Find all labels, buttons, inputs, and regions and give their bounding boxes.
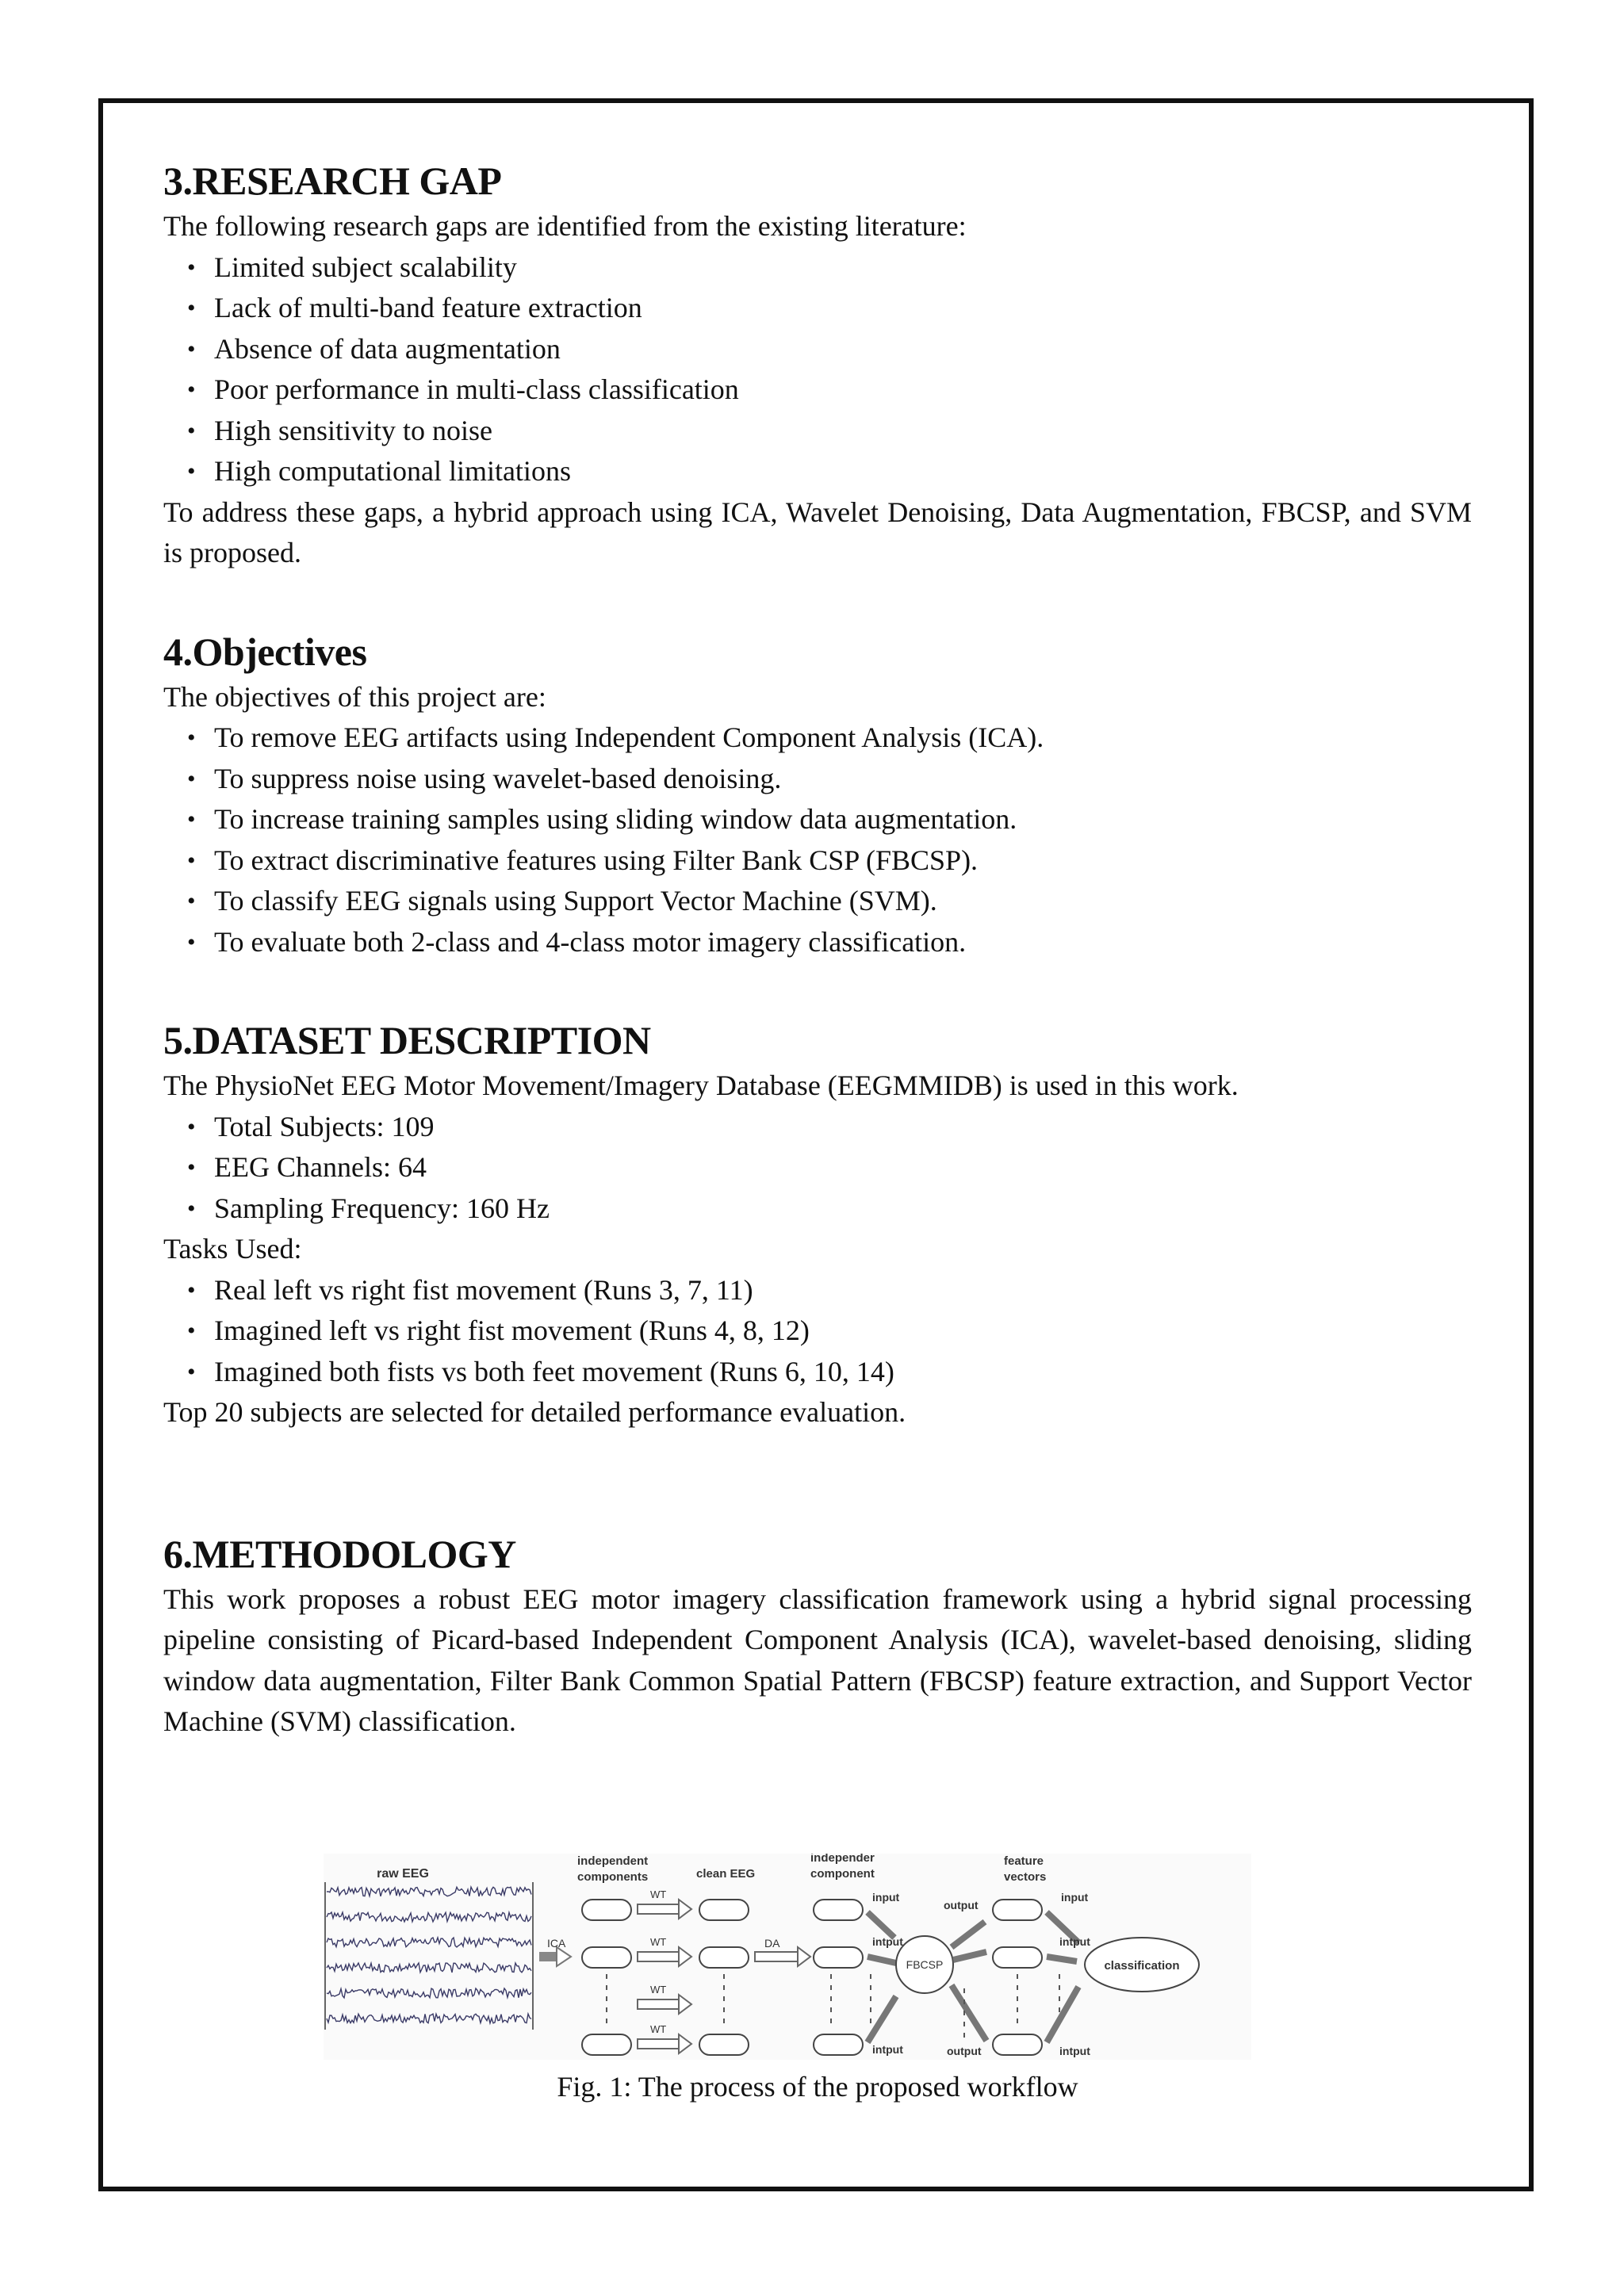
classification-label: classification	[1104, 1959, 1180, 1973]
wt-label: WT	[650, 2023, 667, 2035]
methodology-text: This work proposes a robust EEG motor imagery classification framework using a hybrid signal processing pipeline consisting of Picard-based Independent Component Analysis (ICA), wavelet-based denoising, sliding window data augmentation, Filter Bank Common Spatial Pattern (FBCSP) feature extraction, and Support Vector Machine (SVM) classification.	[163, 1582, 1472, 1737]
fbcsp-label: FBCSP	[906, 1958, 944, 1971]
bullet-icon: •	[187, 765, 196, 792]
list-item: • Lack of multi-band feature extraction	[163, 288, 1472, 329]
list-item: • To remove EEG artifacts using Independent Component Analysis (ICA).	[163, 718, 1472, 759]
bullet-icon: •	[187, 377, 196, 403]
objectives-list	[163, 718, 1472, 962]
dataset-closing: Top 20 subjects are selected for detailed performance evaluation.	[163, 1396, 906, 1428]
bullet-icon: •	[187, 1154, 196, 1181]
bullet-icon: •	[187, 295, 196, 321]
list-item: • High sensitivity to noise	[163, 411, 1472, 452]
wt-label: WT	[650, 1888, 667, 1900]
output-label: output	[947, 2045, 982, 2057]
intput-label: intput	[1059, 2045, 1090, 2057]
list-item: • Total Subjects: 109	[163, 1107, 1472, 1148]
intput-label: intput	[1059, 1935, 1090, 1948]
bullet-icon: •	[187, 725, 196, 751]
input-label: input	[872, 1891, 900, 1904]
clean-node	[699, 1947, 749, 1968]
research-gap-intro: The following research gaps are identified from the existing literature:	[163, 210, 967, 242]
wt-label: WT	[650, 1936, 667, 1948]
bullet-icon: •	[187, 1358, 196, 1385]
bullet-icon: •	[187, 847, 196, 874]
bullet-icon: •	[187, 1113, 196, 1140]
component-node	[814, 2034, 863, 2055]
feature-node	[993, 1900, 1042, 1920]
bullet-icon: •	[187, 254, 196, 281]
component-node	[582, 1900, 631, 1920]
raw-eeg-label: raw EEG	[377, 1867, 429, 1881]
list-item: • To increase training samples using sliding window data augmentation.	[163, 799, 1472, 840]
wt-label: WT	[650, 1984, 667, 1996]
da-label: DA	[764, 1937, 780, 1950]
dataset-intro: The PhysioNet EEG Motor Movement/Imagery Database (EEGMMIDB) is used in this work.	[163, 1070, 1239, 1101]
list-item: • High computational limitations	[163, 451, 1472, 492]
bullet-icon: •	[187, 417, 196, 444]
bullet-icon: •	[187, 458, 196, 484]
list-item: • Limited subject scalability	[163, 247, 1472, 289]
research-gap-list	[163, 247, 1472, 492]
dataset-list	[163, 1107, 1472, 1230]
list-item: • To evaluate both 2-class and 4-class motor imagery classification.	[163, 922, 1472, 963]
methodology-heading: 6.METHODOLOGY	[163, 1531, 516, 1576]
bullet-icon: •	[187, 1276, 196, 1303]
tasks-label: Tasks Used:	[163, 1233, 302, 1265]
independer-label-1: independer	[810, 1854, 875, 1865]
intput-label: intput	[872, 2043, 903, 2056]
dataset-heading: 5.DATASET DESCRIPTION	[163, 1018, 651, 1062]
feature-label-1: feature	[1004, 1854, 1044, 1868]
bullet-icon: •	[187, 1318, 196, 1344]
page-content	[163, 155, 1472, 1743]
clean-node	[699, 1900, 749, 1920]
component-node	[814, 1947, 863, 1968]
intput-label: intput	[872, 1935, 903, 1948]
list-item: • Imagined left vs right fist movement (Runs 4, 8, 12)	[163, 1311, 1472, 1352]
research-gap-heading: 3.RESEARCH GAP	[163, 159, 502, 203]
list-item: • Real left vs right fist movement (Runs 3, 7, 11)	[163, 1270, 1472, 1311]
feature-label-2: vectors	[1004, 1870, 1047, 1884]
list-item: • Imagined both fists vs both feet movement (Runs 6, 10, 14)	[163, 1352, 1472, 1393]
list-item: • Poor performance in multi-class classification	[163, 369, 1472, 411]
feature-node	[993, 1947, 1042, 1968]
input-label: input	[1061, 1891, 1089, 1904]
bullet-icon: •	[187, 1195, 196, 1222]
feature-node	[993, 2034, 1042, 2055]
list-item: • To suppress noise using wavelet-based denoising.	[163, 759, 1472, 800]
component-node	[814, 1900, 863, 1920]
bullet-icon: •	[187, 806, 196, 832]
workflow-figure	[324, 1854, 1251, 2060]
clean-eeg-label: clean EEG	[696, 1867, 756, 1881]
list-item: • To classify EEG signals using Support Vector Machine (SVM).	[163, 881, 1472, 922]
list-item: • Sampling Frequency: 160 Hz	[163, 1188, 1472, 1230]
output-label: output	[944, 1899, 979, 1911]
list-item: • To extract discriminative features using Filter Bank CSP (FBCSP).	[163, 840, 1472, 882]
bullet-icon: •	[187, 928, 196, 955]
bullet-icon: •	[187, 888, 196, 914]
tasks-list	[163, 1270, 1472, 1393]
independent-label-1: independent	[577, 1854, 649, 1868]
objectives-heading: 4.Objectives	[163, 629, 367, 674]
clean-node	[699, 2034, 749, 2055]
objectives-intro: The objectives of this project are:	[163, 680, 546, 713]
component-node	[582, 1947, 631, 1968]
research-gap-closing: To address these gaps, a hybrid approach using ICA, Wavelet Denoising, Data Augmentation, FBCSP, and SVM is proposed.	[163, 496, 1472, 568]
list-item: • Absence of data augmentation	[163, 329, 1472, 370]
da-arrow	[755, 1952, 798, 1961]
component-node	[582, 2034, 631, 2055]
independer-label-2: component	[810, 1867, 875, 1881]
figure-caption: Fig. 1: The process of the proposed workflow	[557, 2071, 1078, 2103]
bullet-icon: •	[187, 335, 196, 362]
independent-label-2: components	[577, 1870, 649, 1884]
ica-label: ICA	[547, 1937, 566, 1950]
list-item: • EEG Channels: 64	[163, 1147, 1472, 1188]
